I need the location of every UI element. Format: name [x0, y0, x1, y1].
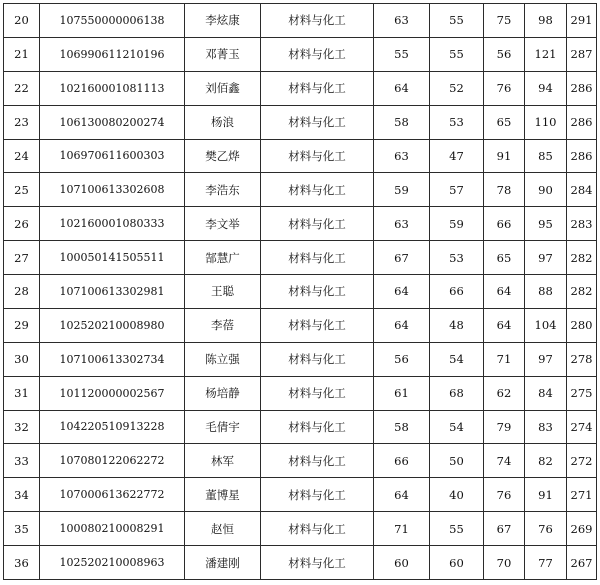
total-score-cell: 286: [567, 105, 597, 139]
total-score-cell: 291: [567, 4, 597, 38]
score-3-cell: 64: [484, 308, 525, 342]
score-2-cell: 50: [430, 444, 484, 478]
total-score-cell: 269: [567, 512, 597, 546]
score-1-cell: 58: [374, 410, 430, 444]
score-4-cell: 76: [525, 512, 567, 546]
total-score-cell: 284: [567, 173, 597, 207]
exam-id-cell: 102160001080333: [40, 207, 185, 241]
score-3-cell: 71: [484, 342, 525, 376]
student-name-cell: 李蓓: [185, 308, 261, 342]
total-score-cell: 282: [567, 241, 597, 275]
student-name-cell: 王聪: [185, 275, 261, 309]
table-row: [4, 37, 597, 71]
score-1-cell: 64: [374, 71, 430, 105]
score-4-cell: 82: [525, 444, 567, 478]
row-number-cell: 35: [4, 512, 40, 546]
exam-id-cell: 101120000002567: [40, 376, 185, 410]
major-cell: 材料与化工: [261, 37, 374, 71]
exam-id-cell: 107100613302981: [40, 275, 185, 309]
score-3-cell: 64: [484, 275, 525, 309]
row-number-cell: 29: [4, 308, 40, 342]
total-score-cell: 274: [567, 410, 597, 444]
row-number-cell: 33: [4, 444, 40, 478]
score-2-cell: 68: [430, 376, 484, 410]
table-row: [4, 105, 597, 139]
exam-id-cell: 106130080200274: [40, 105, 185, 139]
major-cell: 材料与化工: [261, 376, 374, 410]
score-4-cell: 98: [525, 4, 567, 38]
major-cell: 材料与化工: [261, 207, 374, 241]
score-1-cell: 55: [374, 37, 430, 71]
score-3-cell: 65: [484, 241, 525, 275]
score-2-cell: 48: [430, 308, 484, 342]
row-number-cell: 20: [4, 4, 40, 38]
total-score-cell: 278: [567, 342, 597, 376]
exam-id-cell: 104220510913228: [40, 410, 185, 444]
score-4-cell: 104: [525, 308, 567, 342]
score-4-cell: 83: [525, 410, 567, 444]
score-1-cell: 66: [374, 444, 430, 478]
row-number-cell: 25: [4, 173, 40, 207]
student-name-cell: 毛倩宇: [185, 410, 261, 444]
score-2-cell: 55: [430, 37, 484, 71]
row-number-cell: 23: [4, 105, 40, 139]
total-score-cell: 282: [567, 275, 597, 309]
row-number-cell: 22: [4, 71, 40, 105]
major-cell: 材料与化工: [261, 105, 374, 139]
table-row: [4, 241, 597, 275]
table-row: [4, 275, 597, 309]
row-number-cell: 31: [4, 376, 40, 410]
score-4-cell: 121: [525, 37, 567, 71]
score-3-cell: 70: [484, 546, 525, 580]
score-4-cell: 110: [525, 105, 567, 139]
major-cell: 材料与化工: [261, 410, 374, 444]
score-1-cell: 56: [374, 342, 430, 376]
score-2-cell: 66: [430, 275, 484, 309]
score-4-cell: 88: [525, 275, 567, 309]
major-cell: 材料与化工: [261, 546, 374, 580]
total-score-cell: 283: [567, 207, 597, 241]
total-score-cell: 287: [567, 37, 597, 71]
score-1-cell: 63: [374, 139, 430, 173]
total-score-cell: 271: [567, 478, 597, 512]
score-3-cell: 74: [484, 444, 525, 478]
major-cell: 材料与化工: [261, 139, 374, 173]
score-2-cell: 60: [430, 546, 484, 580]
table-row: [4, 444, 597, 478]
student-name-cell: 樊乙烨: [185, 139, 261, 173]
student-name-cell: 董博星: [185, 478, 261, 512]
score-3-cell: 62: [484, 376, 525, 410]
score-3-cell: 65: [484, 105, 525, 139]
total-score-cell: 272: [567, 444, 597, 478]
row-number-cell: 28: [4, 275, 40, 309]
exam-id-cell: 100050141505511: [40, 241, 185, 275]
table-row: [4, 376, 597, 410]
score-1-cell: 60: [374, 546, 430, 580]
table-row: [4, 410, 597, 444]
score-1-cell: 64: [374, 275, 430, 309]
row-number-cell: 32: [4, 410, 40, 444]
score-2-cell: 40: [430, 478, 484, 512]
score-4-cell: 94: [525, 71, 567, 105]
exam-id-cell: 107100613302734: [40, 342, 185, 376]
major-cell: 材料与化工: [261, 444, 374, 478]
student-name-cell: 李浩东: [185, 173, 261, 207]
score-3-cell: 76: [484, 478, 525, 512]
score-1-cell: 58: [374, 105, 430, 139]
score-3-cell: 91: [484, 139, 525, 173]
table-row: [4, 71, 597, 105]
table-row: [4, 478, 597, 512]
table-row: [4, 512, 597, 546]
score-3-cell: 76: [484, 71, 525, 105]
exam-id-cell: 107550000006138: [40, 4, 185, 38]
score-3-cell: 66: [484, 207, 525, 241]
score-2-cell: 52: [430, 71, 484, 105]
table-row: [4, 4, 597, 38]
major-cell: 材料与化工: [261, 308, 374, 342]
score-2-cell: 47: [430, 139, 484, 173]
exam-id-cell: 107100613302608: [40, 173, 185, 207]
student-name-cell: 杨培静: [185, 376, 261, 410]
total-score-cell: 280: [567, 308, 597, 342]
score-1-cell: 64: [374, 478, 430, 512]
score-4-cell: 91: [525, 478, 567, 512]
score-2-cell: 54: [430, 342, 484, 376]
score-3-cell: 67: [484, 512, 525, 546]
score-1-cell: 67: [374, 241, 430, 275]
score-3-cell: 75: [484, 4, 525, 38]
total-score-cell: 275: [567, 376, 597, 410]
score-1-cell: 64: [374, 308, 430, 342]
major-cell: 材料与化工: [261, 4, 374, 38]
score-3-cell: 56: [484, 37, 525, 71]
student-name-cell: 林军: [185, 444, 261, 478]
exam-id-cell: 102520210008963: [40, 546, 185, 580]
score-1-cell: 63: [374, 207, 430, 241]
student-name-cell: 李文举: [185, 207, 261, 241]
major-cell: 材料与化工: [261, 275, 374, 309]
total-score-cell: 286: [567, 139, 597, 173]
major-cell: 材料与化工: [261, 173, 374, 207]
score-2-cell: 59: [430, 207, 484, 241]
student-name-cell: 潘建刚: [185, 546, 261, 580]
score-4-cell: 95: [525, 207, 567, 241]
student-name-cell: 邓菁玉: [185, 37, 261, 71]
score-1-cell: 71: [374, 512, 430, 546]
exam-id-cell: 102520210008980: [40, 308, 185, 342]
exam-id-cell: 107000613622772: [40, 478, 185, 512]
table-row: [4, 308, 597, 342]
row-number-cell: 21: [4, 37, 40, 71]
exam-id-cell: 102160001081113: [40, 71, 185, 105]
table-row: [4, 342, 597, 376]
table-row: [4, 139, 597, 173]
score-2-cell: 55: [430, 4, 484, 38]
major-cell: 材料与化工: [261, 241, 374, 275]
total-score-cell: 286: [567, 71, 597, 105]
table-row: [4, 207, 597, 241]
score-4-cell: 77: [525, 546, 567, 580]
score-2-cell: 53: [430, 241, 484, 275]
score-4-cell: 97: [525, 241, 567, 275]
row-number-cell: 26: [4, 207, 40, 241]
row-number-cell: 36: [4, 546, 40, 580]
table-row: [4, 546, 597, 580]
exam-id-cell: 100080210008291: [40, 512, 185, 546]
student-name-cell: 赵恒: [185, 512, 261, 546]
student-name-cell: 杨浪: [185, 105, 261, 139]
major-cell: 材料与化工: [261, 478, 374, 512]
row-number-cell: 30: [4, 342, 40, 376]
major-cell: 材料与化工: [261, 342, 374, 376]
student-name-cell: 刘佰鑫: [185, 71, 261, 105]
score-3-cell: 79: [484, 410, 525, 444]
score-4-cell: 85: [525, 139, 567, 173]
exam-id-cell: 106970611600303: [40, 139, 185, 173]
score-2-cell: 57: [430, 173, 484, 207]
major-cell: 材料与化工: [261, 512, 374, 546]
row-number-cell: 27: [4, 241, 40, 275]
exam-id-cell: 107080122062272: [40, 444, 185, 478]
score-2-cell: 53: [430, 105, 484, 139]
major-cell: 材料与化工: [261, 71, 374, 105]
score-4-cell: 97: [525, 342, 567, 376]
student-name-cell: 郜慧广: [185, 241, 261, 275]
score-3-cell: 78: [484, 173, 525, 207]
score-4-cell: 90: [525, 173, 567, 207]
exam-id-cell: 106990611210196: [40, 37, 185, 71]
table-row: [4, 173, 597, 207]
score-1-cell: 59: [374, 173, 430, 207]
score-table: [3, 3, 597, 580]
row-number-cell: 24: [4, 139, 40, 173]
table-body: [4, 4, 597, 580]
score-1-cell: 63: [374, 4, 430, 38]
row-number-cell: 34: [4, 478, 40, 512]
score-4-cell: 84: [525, 376, 567, 410]
score-2-cell: 55: [430, 512, 484, 546]
student-name-cell: 李炫康: [185, 4, 261, 38]
student-name-cell: 陈立强: [185, 342, 261, 376]
score-2-cell: 54: [430, 410, 484, 444]
score-1-cell: 61: [374, 376, 430, 410]
total-score-cell: 267: [567, 546, 597, 580]
